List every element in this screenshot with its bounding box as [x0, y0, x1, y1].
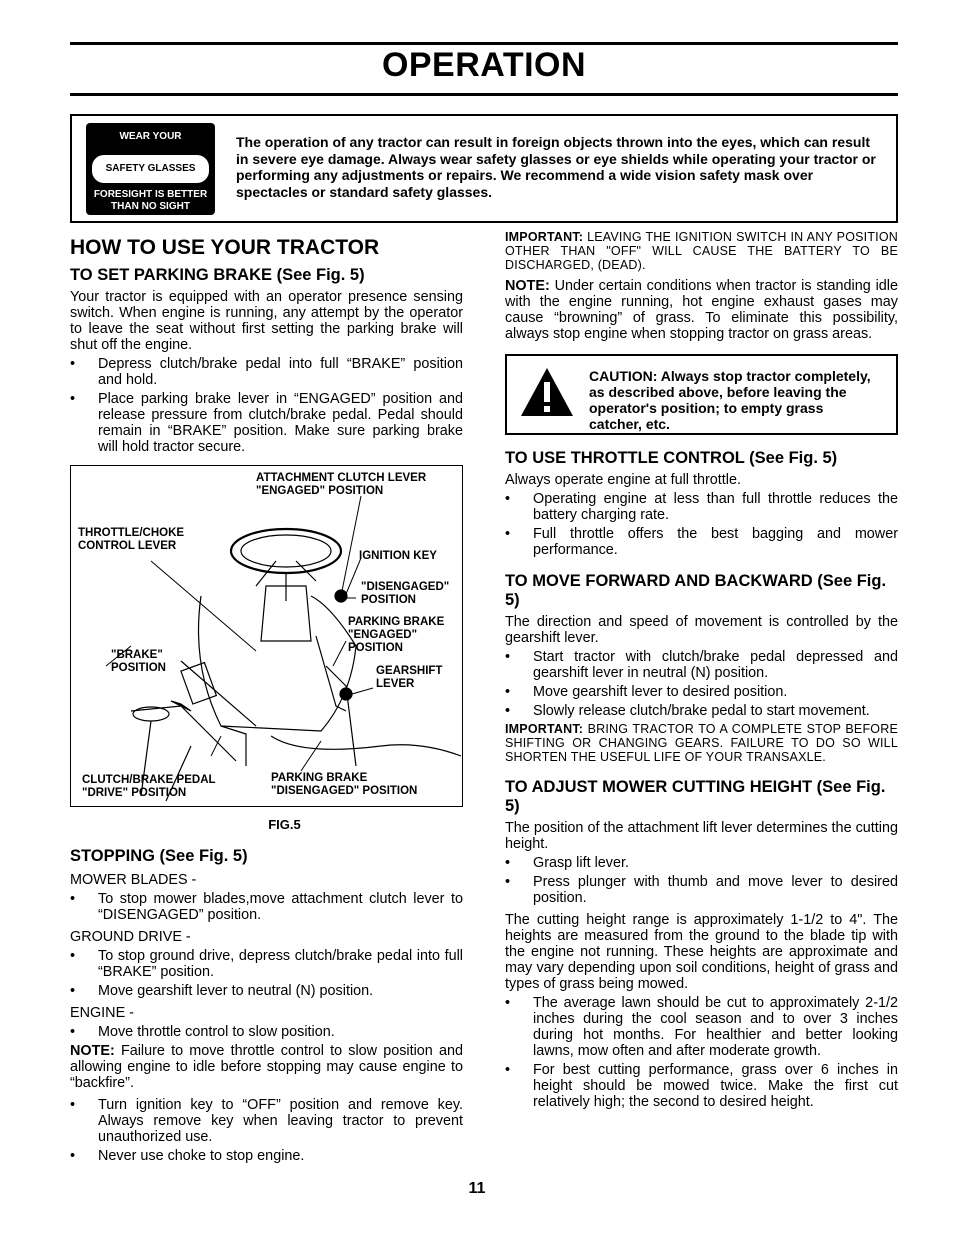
note-text: Failure to move throttle control to slow position and allowing engine to idle before stopping may cause engine to “backfire”.: [70, 1043, 463, 1091]
throttle-heading: TO USE THROTTLE CONTROL (See Fig. 5): [505, 449, 838, 467]
label-line: PARKING BRAKE: [348, 616, 445, 628]
label-line: POSITION: [361, 594, 416, 606]
label-line: "DISENGAGED": [361, 581, 450, 593]
list-item: • To stop ground drive, depress clutch/brake pedal into full “BRAKE” position.: [70, 948, 463, 980]
label-parking-brake-disengaged: [271, 772, 417, 798]
lawn-tips-list: [505, 995, 898, 1110]
list-item: • Slowly release clutch/brake pedal to start movement.: [505, 703, 898, 719]
label-disengaged: [361, 581, 449, 607]
label-throttle-choke: [78, 527, 184, 553]
label-line: "DISENGAGED" POSITION: [271, 785, 418, 797]
forward-intro: The direction and speed of movement is controlled by the gearshift lever.: [505, 614, 898, 646]
list-item: • Never use choke to stop engine.: [70, 1148, 463, 1164]
label-line: LEVER: [376, 678, 415, 690]
list-item: • For best cutting performance, grass over 6 inches in height should be mowed twice. Make the first cut relatively high; the second to desired height.: [505, 1062, 898, 1110]
label-attachment-clutch: [256, 472, 426, 498]
note-label: NOTE:: [70, 1043, 115, 1059]
caution-box: [505, 354, 898, 435]
important-label: IMPORTANT:: [505, 722, 584, 736]
label-line: "DRIVE" POSITION: [82, 787, 187, 799]
left-column: [70, 236, 463, 1167]
ground-drive-list: [70, 948, 463, 999]
label-gearshift: [376, 665, 442, 691]
cutting-height-list: [505, 855, 898, 906]
list-item: • Start tractor with clutch/brake pedal depressed and gearshift lever in neutral (N) position.: [505, 649, 898, 681]
label-line: "ENGAGED" POSITION: [256, 485, 384, 497]
section-heading: HOW TO USE YOUR TRACTOR: [70, 236, 380, 259]
list-item: • Depress clutch/brake pedal into full “BRAKE” position and hold.: [70, 356, 463, 388]
right-column: [505, 230, 898, 1113]
browning-note: [505, 278, 898, 342]
list-item: • Move gearshift lever to neutral (N) position.: [70, 983, 463, 999]
parking-brake-list: [70, 356, 463, 455]
label-parking-brake-engaged: [348, 616, 444, 655]
label-line: POSITION: [111, 662, 166, 674]
list-item: • Place parking brake lever in “ENGAGED” position and release pressure from clutch/brake pedal. Pedal should remain in “BRAKE” position. Make sure parking brake will hold tractor secure.: [70, 391, 463, 455]
engine-label: ENGINE -: [70, 1005, 134, 1021]
safety-glasses-badge: [86, 123, 215, 215]
list-item: • To stop mower blades,move attachment clutch lever to “DISENGAGED” position.: [70, 891, 463, 923]
label-clutch-brake-pedal: [82, 774, 216, 800]
engine-list: [70, 1024, 463, 1040]
safety-warning-text: The operation of any tractor can result in foreign objects thrown into the eyes, which can result in severe eye damage. Always wear safety glasses or eye shields while operating your tractor or performing any adjustments or repairs. We recommend a wide vision safety mask over spectacles or standard safety glasses.: [236, 134, 876, 200]
label-line: "BRAKE": [111, 649, 163, 661]
caution-warning-icon: [519, 366, 575, 418]
figure-5: [70, 465, 463, 807]
important-text: BRING TRACTOR TO A COMPLETE STOP BEFORE SHIFTING OR CHANGING GEARS. FAILURE TO DO SO WILL SHORTEN THE USEFUL LIFE OF YOUR TRANSAXLE.: [505, 722, 898, 764]
list-item: • The average lawn should be cut to approximately 2-1/2 inches during the cool season and to over 3 inches during hot months. For healthier and better looking lawns, mow often and after moderate growth.: [505, 995, 898, 1059]
badge-line-3a: FORESIGHT IS BETTER: [93, 189, 208, 200]
important-label: IMPORTANT:: [505, 230, 584, 244]
safety-warning-box: [70, 114, 898, 223]
badge-line-1: WEAR YOUR: [119, 131, 182, 142]
note-text: Under certain conditions when tractor is standing idle with the engine running, hot engine exhaust gases may cause “browning” of grass. To eliminate this possibility, always stop engine when stopping tractor on grass areas.: [505, 278, 898, 342]
title-underline: [70, 93, 898, 96]
label-line: IGNITION KEY: [359, 550, 437, 562]
stopping-heading: STOPPING (See Fig. 5): [70, 847, 248, 865]
top-rule: [70, 42, 898, 45]
safety-glasses-icon: [92, 155, 209, 183]
cutting-height-range: The cutting height range is approximately 1-1/2 to 4". The heights are measured from the ground to the blade tip with the engine not running. These heights are approximate and may vary depending upon soil conditions, height of grass and types of grass being mowed.: [505, 912, 898, 992]
ignition-list: [70, 1097, 463, 1164]
cutting-height-intro: The position of the attachment lift lever determines the cutting height.: [505, 820, 898, 852]
label-line: ATTACHMENT CLUTCH LEVER: [256, 472, 427, 484]
page-title: OPERATION: [381, 46, 587, 84]
mower-blades-label: MOWER BLADES -: [70, 872, 197, 888]
ground-drive-label: GROUND DRIVE -: [70, 929, 191, 945]
page-number: 11: [468, 1180, 486, 1197]
note-label: NOTE:: [505, 278, 550, 294]
throttle-intro: Always operate engine at full throttle.: [505, 472, 741, 488]
forward-list: [505, 649, 898, 719]
label-line: POSITION: [348, 642, 403, 654]
parking-brake-intro: Your tractor is equipped with an operator presence sensing switch. When engine is running, any attempt by the operator to leave the seat without first setting the parking brake will shut off the engine.: [70, 289, 463, 353]
label-line: CLUTCH/BRAKE PEDAL: [82, 774, 216, 786]
important-battery: [505, 230, 898, 272]
label-line: PARKING BRAKE: [271, 772, 368, 784]
throttle-list: [505, 491, 898, 558]
label-line: "ENGAGED": [348, 629, 418, 641]
badge-line-3: [86, 189, 215, 213]
badge-line-3b: THAN NO SIGHT: [111, 201, 190, 212]
list-item: • Turn ignition key to “OFF” position and remove key. Always remove key when leaving tractor to prevent unauthorized use.: [70, 1097, 463, 1145]
parking-brake-heading: TO SET PARKING BRAKE (See Fig. 5): [70, 266, 365, 284]
forward-backward-heading: TO MOVE FORWARD AND BACKWARD (See Fig. 5): [505, 572, 887, 609]
list-item: • Move throttle control to slow position.: [70, 1024, 463, 1040]
cutting-height-heading: TO ADJUST MOWER CUTTING HEIGHT (See Fig. 5): [505, 778, 886, 815]
mower-blades-list: [70, 891, 463, 923]
list-item: • Grasp lift lever.: [505, 855, 898, 871]
stopping-note: [70, 1043, 463, 1091]
list-item: • Press plunger with thumb and move lever to desired position.: [505, 874, 898, 906]
list-item: • Move gearshift lever to desired position.: [505, 684, 898, 700]
label-line: GEARSHIFT: [376, 665, 443, 677]
caution-text: CAUTION: Always stop tractor completely, as described above, before leaving the operator's position; to empty grass catcher, etc.: [589, 368, 871, 432]
figure-caption: FIG.5: [268, 817, 301, 832]
label-line: CONTROL LEVER: [78, 540, 177, 552]
list-item: • Full throttle offers the best bagging and mower performance.: [505, 526, 898, 558]
label-brake-position: [111, 649, 166, 675]
label-ignition-key: [359, 550, 437, 563]
list-item: • Operating engine at less than full throttle reduces the battery charging rate.: [505, 491, 898, 523]
important-text: LEAVING THE IGNITION SWITCH IN ANY POSITION OTHER THAN "OFF" WILL CAUSE THE BATTERY TO BE DISCHARGED, (DEAD).: [505, 230, 898, 272]
badge-line-2: SAFETY GLASSES: [105, 163, 196, 174]
important-transaxle: [505, 722, 898, 764]
label-line: THROTTLE/CHOKE: [78, 527, 185, 539]
